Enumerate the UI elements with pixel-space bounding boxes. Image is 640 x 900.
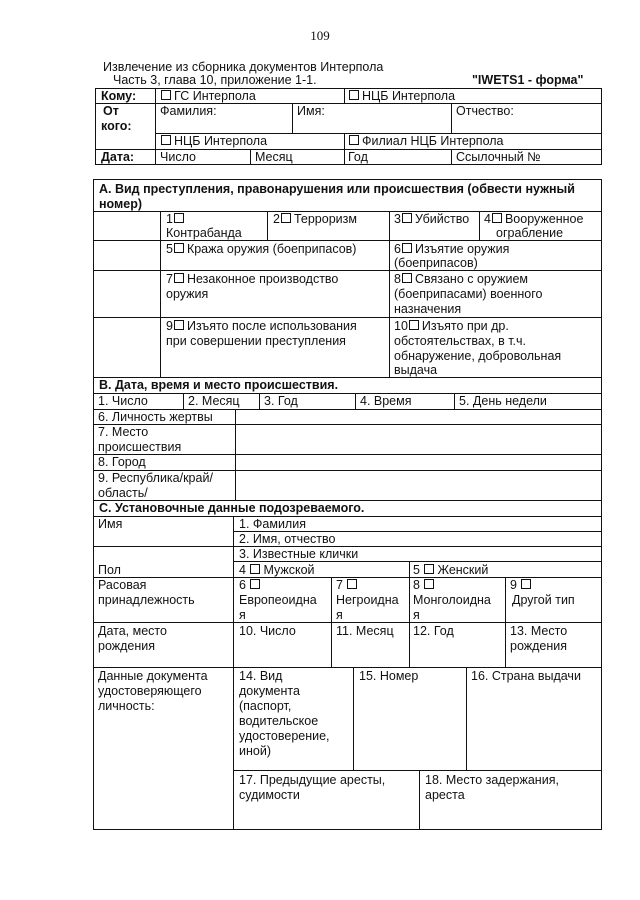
divider: [259, 393, 260, 409]
name-field[interactable]: Имя:: [297, 104, 325, 118]
date-month-field[interactable]: Месяц: [255, 150, 293, 164]
divider: [250, 149, 251, 165]
option-ncb-to[interactable]: [348, 89, 455, 104]
option-10-label-line3: обнаружение, добровольная: [394, 349, 562, 363]
divider: [344, 88, 345, 103]
divider: [466, 667, 467, 770]
checkbox-other-type[interactable]: [521, 579, 531, 589]
divider: [454, 393, 455, 409]
option-8-label: Связано с оружием: [414, 272, 529, 286]
section-b-title: В. Дата, время и место происшествия.: [99, 378, 339, 392]
option-8-label-line3: назначения: [394, 302, 462, 316]
section-a-title-line1: А. Вид преступления, правонарушения или происшествия (обвести нужный: [99, 182, 575, 196]
option-4-number: 4: [484, 212, 491, 226]
incident-day-field[interactable]: 1. Число: [98, 394, 148, 408]
option-6-label: Изъятие оружия: [414, 242, 510, 256]
option-mongoloid[interactable]: [413, 578, 437, 593]
option-7-number: 7: [166, 272, 173, 286]
option-10-label: Изъято при др.: [421, 319, 509, 333]
incident-place-label-line2: происшествия: [98, 440, 182, 454]
document-type-line6: иной): [239, 744, 271, 758]
document-type-line4: водительское: [239, 714, 319, 728]
checkbox-branch[interactable]: [349, 135, 359, 145]
checkbox-female[interactable]: [424, 564, 434, 574]
option-male-number: 4: [239, 563, 246, 577]
option-5-number: 5: [166, 242, 173, 256]
birth-day-field[interactable]: 10. Число: [239, 624, 296, 638]
option-smuggling[interactable]: [166, 212, 187, 227]
birth-place-field[interactable]: 13. Место: [510, 624, 568, 638]
option-10-label-line2: обстоятельствах, в т.ч.: [394, 334, 526, 348]
option-4-label-line2: ограбление: [496, 226, 564, 240]
incident-place-label: 7. Место: [98, 425, 149, 439]
option-ncb-from[interactable]: [160, 134, 267, 149]
option-8-number: 8: [394, 272, 401, 286]
negroid-label: Негроидна: [336, 593, 399, 607]
mongoloid-label-line2: я: [413, 608, 420, 622]
option-5-label: Кража оружия (боеприпасов): [186, 242, 357, 256]
divider: [355, 393, 356, 409]
checkbox-8[interactable]: [402, 273, 412, 283]
option-9-label-line2: при совершении преступления: [166, 334, 346, 348]
surname-field[interactable]: Фамилия:: [160, 104, 217, 118]
option-9-number: 9: [510, 578, 517, 592]
option-female-number: 5: [413, 563, 420, 577]
option-2-label: Терроризм: [293, 212, 357, 226]
previous-arrests-line2: судимости: [239, 788, 300, 802]
caucasoid-label: Европеоидна: [239, 593, 317, 607]
divider: [344, 133, 345, 149]
divider: [93, 667, 602, 668]
divider: [409, 561, 410, 577]
option-military-weapons[interactable]: [394, 272, 528, 287]
arrest-place-line2: ареста: [425, 788, 465, 802]
option-10-number: 10: [394, 319, 408, 333]
form-name: "IWETS1 - форма": [472, 73, 584, 87]
option-ncb-to-label: НЦБ Интерпола: [362, 89, 456, 103]
divider: [233, 770, 602, 771]
divider: [160, 211, 161, 377]
checkbox-male[interactable]: [250, 564, 260, 574]
option-weapon-theft[interactable]: [166, 242, 356, 257]
from-label-line1: От: [103, 104, 119, 118]
city-label: 8. Город: [98, 455, 146, 469]
option-7-number: 7: [336, 578, 343, 592]
checkbox-9[interactable]: [174, 320, 184, 330]
checkbox-7[interactable]: [174, 273, 184, 283]
option-negroid[interactable]: [336, 578, 360, 593]
checkbox-6[interactable]: [402, 243, 412, 253]
sex-label: Пол: [98, 563, 121, 577]
divider: [183, 393, 184, 409]
birth-month-field[interactable]: 11. Месяц: [336, 624, 394, 638]
checkbox-gs[interactable]: [161, 90, 171, 100]
checkbox-1[interactable]: [174, 213, 184, 223]
page-number: 109: [310, 28, 330, 43]
issuing-country-field[interactable]: 16. Страна выдачи: [471, 669, 581, 683]
incident-time-field[interactable]: 4. Время: [360, 394, 412, 408]
reference-number-field[interactable]: Ссылочный №: [456, 150, 541, 164]
birth-label: Дата, место: [98, 624, 167, 638]
option-female-label: Женский: [437, 563, 489, 577]
option-10-label-line4: выдача: [394, 363, 438, 377]
divider: [451, 103, 452, 133]
option-gs-label: ГС Интерпола: [174, 89, 256, 103]
checkbox-ncb-to[interactable]: [349, 90, 359, 100]
id-document-label-line2: удостоверяющего: [98, 684, 202, 698]
divider: [93, 622, 602, 623]
section-a-title-line2: номер): [99, 197, 143, 211]
region-label: 9. Республика/край/: [98, 471, 213, 485]
option-4-label: Вооруженное: [504, 212, 584, 226]
document-type-line3: (паспорт,: [239, 699, 292, 713]
from-label-line2: кого:: [101, 119, 132, 133]
option-terrorism[interactable]: [273, 212, 357, 227]
checkbox-5[interactable]: [174, 243, 184, 253]
previous-arrests-field[interactable]: 17. Предыдущие аресты,: [239, 773, 386, 787]
header-source: Извлечение из сборника документов Интерпола: [103, 60, 384, 74]
option-6-label-line2: (боеприпасов): [394, 256, 478, 270]
date-year-field[interactable]: Год: [348, 150, 368, 164]
document-number-field[interactable]: 15. Номер: [359, 669, 419, 683]
option-1-label: Контрабанда: [166, 226, 242, 240]
checkbox-10[interactable]: [409, 320, 419, 330]
option-ncb-from-label: НЦБ Интерпола: [174, 134, 268, 148]
divider: [292, 103, 293, 133]
id-document-label-line3: личность:: [98, 699, 155, 713]
section-c-title: С. Установочные данные подозреваемого.: [99, 501, 365, 515]
document-type-line2: документа: [239, 684, 300, 698]
suspect-surname-field[interactable]: 1. Фамилия: [239, 517, 306, 531]
incident-year-field[interactable]: 3. Год: [264, 394, 298, 408]
divider: [93, 317, 602, 318]
option-caucasoid[interactable]: [239, 578, 263, 593]
suspect-name-label: Имя: [98, 517, 123, 531]
incident-weekday-field[interactable]: 5. День недели: [459, 394, 547, 408]
option-branch[interactable]: [348, 134, 504, 149]
option-seized-other[interactable]: [394, 319, 509, 334]
option-seized-after-use[interactable]: [166, 319, 357, 334]
option-armed-robbery[interactable]: [484, 212, 583, 227]
option-weapon-seizure[interactable]: [394, 242, 509, 257]
divider: [233, 516, 234, 830]
option-1-number: 1: [166, 212, 173, 226]
option-8-number: 8: [413, 578, 420, 592]
header-chapter: Часть 3, глава 10, приложение 1-1.: [113, 73, 317, 87]
option-9-number: 9: [166, 319, 173, 333]
birth-label-line2: рождения: [98, 639, 156, 653]
divider: [267, 211, 268, 240]
option-gs[interactable]: [160, 89, 256, 104]
region-label-line2: область/: [98, 486, 148, 500]
option-murder[interactable]: [394, 212, 469, 227]
checkbox-4[interactable]: [492, 213, 502, 223]
id-document-label: Данные документа: [98, 669, 208, 683]
option-8-label-line2: (боеприпасами) военного: [394, 287, 543, 301]
document-type-field[interactable]: 14. Вид: [239, 669, 283, 683]
option-7-label: Незаконное производство: [186, 272, 339, 286]
arrest-place-field[interactable]: 18. Место задержания,: [425, 773, 559, 787]
checkbox-2[interactable]: [281, 213, 291, 223]
divider: [389, 211, 390, 377]
option-female[interactable]: [413, 563, 488, 578]
option-other-type[interactable]: [510, 578, 534, 593]
date-day-field[interactable]: Число: [160, 150, 196, 164]
divider: [353, 667, 354, 770]
checkbox-mongoloid[interactable]: [424, 579, 434, 589]
document-type-line5: удостоверение,: [239, 729, 330, 743]
option-7-label-line2: оружия: [166, 287, 209, 301]
other-type-label: Другой тип: [512, 593, 575, 607]
option-male-label: Мужской: [263, 563, 315, 577]
birth-place-field-line2: рождения: [510, 639, 568, 653]
divider: [479, 211, 480, 240]
suspect-firstname-field[interactable]: 2. Имя, отчество: [239, 532, 336, 546]
option-illegal-production[interactable]: [166, 272, 338, 287]
divider: [93, 270, 602, 271]
negroid-label-line2: я: [336, 608, 343, 622]
checkbox-negroid[interactable]: [347, 579, 357, 589]
checkbox-ncb-from[interactable]: [161, 135, 171, 145]
option-male[interactable]: [239, 563, 315, 578]
patronymic-field[interactable]: Отчество:: [456, 104, 514, 118]
race-label: Расовая: [98, 578, 147, 592]
race-label-line2: принадлежность: [98, 593, 195, 607]
option-3-number: 3: [394, 212, 401, 226]
suspect-aliases-field[interactable]: 3. Известные клички: [239, 547, 359, 561]
option-9-label: Изъято после использования: [186, 319, 357, 333]
to-label: Кому:: [101, 89, 137, 103]
divider: [93, 516, 602, 517]
option-3-label: Убийство: [414, 212, 470, 226]
caucasoid-label-line2: я: [239, 608, 246, 622]
mongoloid-label: Монголоидна: [413, 593, 491, 607]
divider: [451, 149, 452, 165]
victim-identity-label: 6. Личность жертвы: [98, 410, 213, 424]
checkbox-3[interactable]: [402, 213, 412, 223]
divider: [344, 149, 345, 165]
checkbox-caucasoid[interactable]: [250, 579, 260, 589]
incident-month-field[interactable]: 2. Месяц: [188, 394, 240, 408]
divider: [419, 770, 420, 830]
option-branch-label: Филиал НЦБ Интерпола: [362, 134, 504, 148]
option-6-number: 6: [239, 578, 246, 592]
birth-year-field[interactable]: 12. Год: [413, 624, 454, 638]
date-label: Дата:: [101, 150, 135, 164]
divider: [155, 88, 156, 165]
option-6-number: 6: [394, 242, 401, 256]
option-2-number: 2: [273, 212, 280, 226]
